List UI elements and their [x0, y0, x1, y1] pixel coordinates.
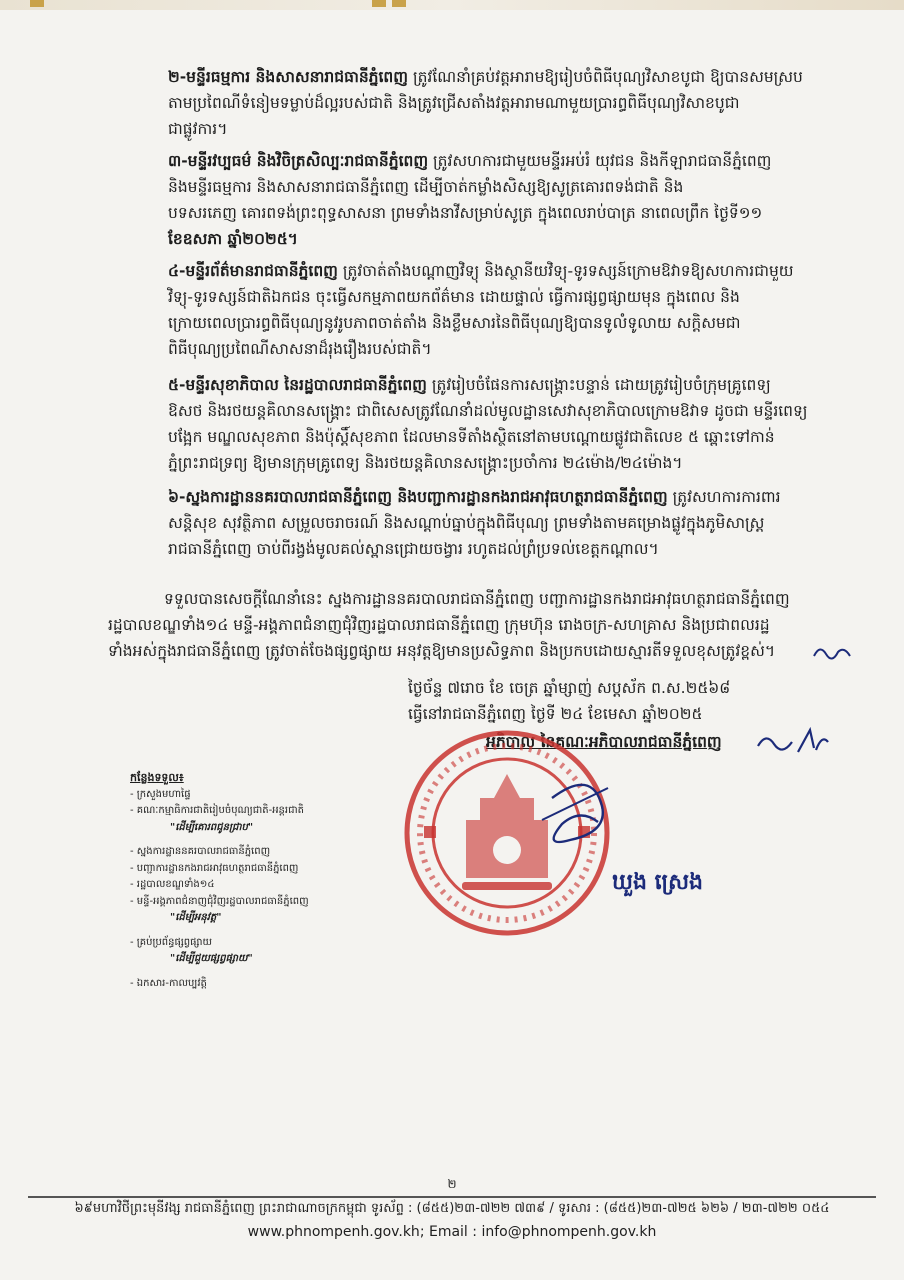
signatory-title: អភិបាល នៃគណៈអភិបាលរាជធានីភ្នំពេញ: [486, 733, 722, 751]
item-5-line-2: ឱសថ និងរថយន្តគិលានសង្គ្រោះ ជាពិសេសត្រូវណែនាំដល់មូលដ្ឋានសេវាសុខាភិបាលក្រោមឱវាទ ដូចជា មន្ទីរពេទ្យ: [168, 402, 808, 420]
footer-email-link[interactable]: info@phnompenh.gov.kh: [481, 1224, 657, 1240]
recipient-item: - មន្ទី-អង្គភាពជំនាញជុំវិញរដ្ឋបាលរាជធានីភ្នំពេញ: [130, 895, 309, 907]
item-2-line-3: ជាផ្លូវការ។: [168, 120, 228, 138]
closing-line-2: រដ្ឋបាលខណ្ឌទាំង១៤ មន្ទី-អង្គភាពជំនាញជុំវិញរដ្ឋបាលរាជធានីភ្នំពេញ ក្រុមហ៊ុន រោងចក្រ-សហគ្រាស និងប្រជាពលរដ្ឋ: [108, 616, 770, 634]
recipient-purpose: "ដើម្បីជួយផ្សព្វផ្សាយ": [170, 953, 253, 964]
official-seal-icon: [402, 728, 612, 938]
item-3-line-2: និងមន្ទីរធម្មការ និងសាសនារាជធានីភ្នំពេញ ដើម្បីចាត់កម្លាំងសិស្សឱ្យសូត្រគោរពទង់ជាតិ និង: [168, 178, 684, 196]
recipient-item: - រដ្ឋបាលខណ្ឌទាំង១៤: [130, 879, 215, 890]
item-4-line-1: ត្រូវចាត់តាំងបណ្តាញវិទ្យុ និងស្ថានីយវិទ្យុ-ទូរទស្សន៍ក្រោមឱវាទឱ្យសហការជាមួយ: [342, 262, 794, 280]
item-5-line-4: ភ្នំព្រះរាជទ្រព្យ ឱ្យមានក្រុមគ្រូពេទ្យ និងរថយន្តគិលានសង្គ្រោះប្រចាំការ ២៤ម៉ោង/២៤ម៉ោង។: [168, 454, 683, 472]
footer-contact: [0, 1224, 904, 1240]
item-2-line-1: ត្រូវណែនាំគ្រប់វត្តអារាមឱ្យរៀបចំពិធីបុណ្យវិសាខបូជា ឱ្យបានសមស្រប: [412, 68, 803, 86]
recipient-item: - គ្រប់ប្រព័ន្ធផ្សព្វផ្សាយ: [130, 936, 213, 948]
item-3: [168, 148, 858, 252]
closing-line-1: ទទួលបានសេចក្តីណែនាំនេះ ស្នងការដ្ឋាននគរបាលរាជធានីភ្នំពេញ បញ្ជាការដ្ឋានកងរាជអាវុធហត្ថរាជធានីភ្នំពេញ: [164, 590, 790, 608]
item-2-line-2: តាមប្រពៃណីទំនៀមទម្លាប់ដ៏ល្អរបស់ជាតិ និងត្រូវជ្រើសតាំងវត្តអារាមណាមួយប្រារព្ធពិធីបុណ្យវិសាខបូជា: [168, 94, 740, 112]
recipient-purpose: "ដើម្បីអនុវត្ត": [170, 912, 222, 923]
recipients-title: កន្លែងទទួល៖: [130, 771, 184, 784]
recipient-item: - ឯកសារ-កាលប្បវត្តិ: [130, 977, 207, 989]
item-3-lead: ៣-មន្ទីរវប្បធម៌ និងវិចិត្រសិល្បៈរាជធានីភ្នំពេញ: [168, 152, 429, 170]
item-5-line-1: ត្រូវរៀបចំផែនការសង្គ្រោះបន្ទាន់ ដោយត្រូវរៀបចំក្រុមគ្រូពេទ្យ: [431, 376, 771, 394]
footer-website-link[interactable]: www.phnompenh.gov.kh: [247, 1224, 420, 1240]
item-3-line-4: ខែឧសភា ឆ្នាំ២០២៥។: [168, 230, 298, 248]
signature-scribble-icon: [752, 722, 832, 762]
item-5: [168, 372, 858, 476]
item-6-line-3: រាជធានីភ្នំពេញ ចាប់ពីរង្វង់មូលគល់ស្ពានជ្រោយចង្វារ រហូតដល់ព្រំប្រទល់ខេត្តកណ្តាល។: [168, 540, 659, 558]
footer-separator: ;: [419, 1224, 429, 1240]
page-number: ២: [447, 1177, 457, 1191]
closing-paragraph: [108, 586, 860, 664]
recipients-list: [130, 770, 400, 992]
footer-address: ៦៩មហាវិថីព្រះមុនីវង្ស រាជធានីភ្នំពេញ ព្រះរាជាណាចក្រកម្ពុជា ទូរស័ព្ទ : (៨៥៥)២៣-៧២២ ៧៣៩ / ទូរសារ : (៨៥៥)២៣-៧២៥ ៦២៦ / ២៣-៧២២ ០៥៤: [74, 1201, 830, 1216]
item-6: [168, 484, 858, 562]
item-6-lead: ៦-ស្នងការដ្ឋាននគរបាលរាជធានីភ្នំពេញ និងបញ្ជាការដ្ឋានកងរាជអាវុធហត្ថរាជធានីភ្នំពេញ: [168, 488, 668, 506]
item-4-line-2: វិទ្យុ-ទូរទស្សន៍ជាតិឯកជន ចុះធ្វើសកម្មភាពយកព័ត៌មាន ដោយផ្ទាល់ ធ្វើការផ្សព្វផ្សាយមុន ក្នុងពេល និង: [168, 288, 740, 306]
top-decorative-band: [0, 0, 904, 10]
recipient-item: - ក្រសួងមហាផ្ទៃ: [130, 788, 191, 800]
item-5-lead: ៥-មន្ទីរសុខាភិបាល នៃរដ្ឋបាលរាជធានីភ្នំពេញ: [168, 376, 427, 394]
item-2: [168, 64, 858, 142]
item-2-lead: ២-មន្ទីរធម្មការ និងសាសនារាជធានីភ្នំពេញ: [168, 68, 409, 86]
item-4-line-4: ពិធីបុណ្យប្រពៃណីសាសនាដ៏រុងរឿងរបស់ជាតិ។: [168, 340, 432, 358]
item-4-lead: ៤-មន្ទីរព័ត៌មានរាជធានីភ្នំពេញ: [168, 262, 338, 280]
initials-icon: [810, 640, 854, 666]
signatory-name: ឃួង ស្រេង: [612, 870, 704, 895]
footer-divider: [28, 1196, 876, 1198]
item-6-line-1: ត្រូវសហការការពារ: [672, 488, 781, 506]
footer-email-label: Email :: [428, 1224, 482, 1240]
item-3-line-3: បទសរភេញ គោរពទង់ព្រះពុទ្ធសាសនា ព្រមទាំងនាវីសម្រាប់សូត្រ ក្នុងពេលរាប់បាត្រ នាពេលព្រឹក ថ្ងៃទី១១: [168, 204, 763, 222]
recipient-item: - ស្នងការដ្ឋាននគរបាលរាជធានីភ្នំពេញ: [130, 846, 271, 857]
recipient-item: - បញ្ជាការដ្ឋានកងរាជអាវុធហត្ថរាជធានីភ្នំពេញ: [130, 862, 299, 874]
item-5-line-3: បង្អែក មណ្ឌលសុខភាព និងប៉ុស្តិ៍សុខភាព ដែលមានទីតាំងស្ថិតនៅតាមបណ្តោយផ្លូវជាតិលេខ ៥ ឆ្ពោះទៅកាន់: [168, 428, 775, 446]
item-4: [168, 258, 858, 362]
date-lunar: ថ្ងៃច័ន្ទ ៧រោច ខែ ចេត្រ ឆ្នាំម្សាញ់ សប្តស័ក ព.ស.២៥៦៨: [408, 679, 731, 697]
item-4-line-3: ក្រោយពេលប្រារព្ធពិធីបុណ្យនូវរូបភាពចាត់តាំង និងខ្លឹមសារនៃពិធីបុណ្យឱ្យបានទូលំទូលាយ សក្តិសមជា: [168, 314, 741, 332]
date-solar: ធ្វើនៅរាជធានីភ្នំពេញ ថ្ងៃទី ២៤ ខែមេសា ឆ្នាំ២០២៥: [408, 705, 703, 723]
closing-line-3: ទាំងអស់ក្នុងរាជធានីភ្នំពេញ ត្រូវចាត់ចែងផ្សព្វផ្សាយ អនុវត្តឱ្យមានប្រសិទ្ធភាព និងប្រកបដោយស្មារតីទទួលខុសត្រូវខ្ពស់។: [108, 642, 776, 660]
recipient-purpose: "ដើម្បីគោរពជូនជ្រាប": [170, 821, 254, 833]
item-3-line-1: ត្រូវសហការជាមួយមន្ទីរអប់រំ យុវជន និងកីឡារាជធានីភ្នំពេញ: [433, 152, 772, 170]
recipient-item: - គណៈកម្មាធិការជាតិរៀបចំបុណ្យជាតិ-អន្តរជាតិ: [130, 805, 304, 816]
item-6-line-2: សន្តិសុខ សុវត្ថិភាព សម្រួលចរាចរណ៍ និងសណ្តាប់ធ្នាប់ក្នុងពិធីបុណ្យ ព្រមទាំងតាមគម្រោងផ្លូវក្នុងភូមិសាស្ត្រ: [168, 514, 765, 532]
